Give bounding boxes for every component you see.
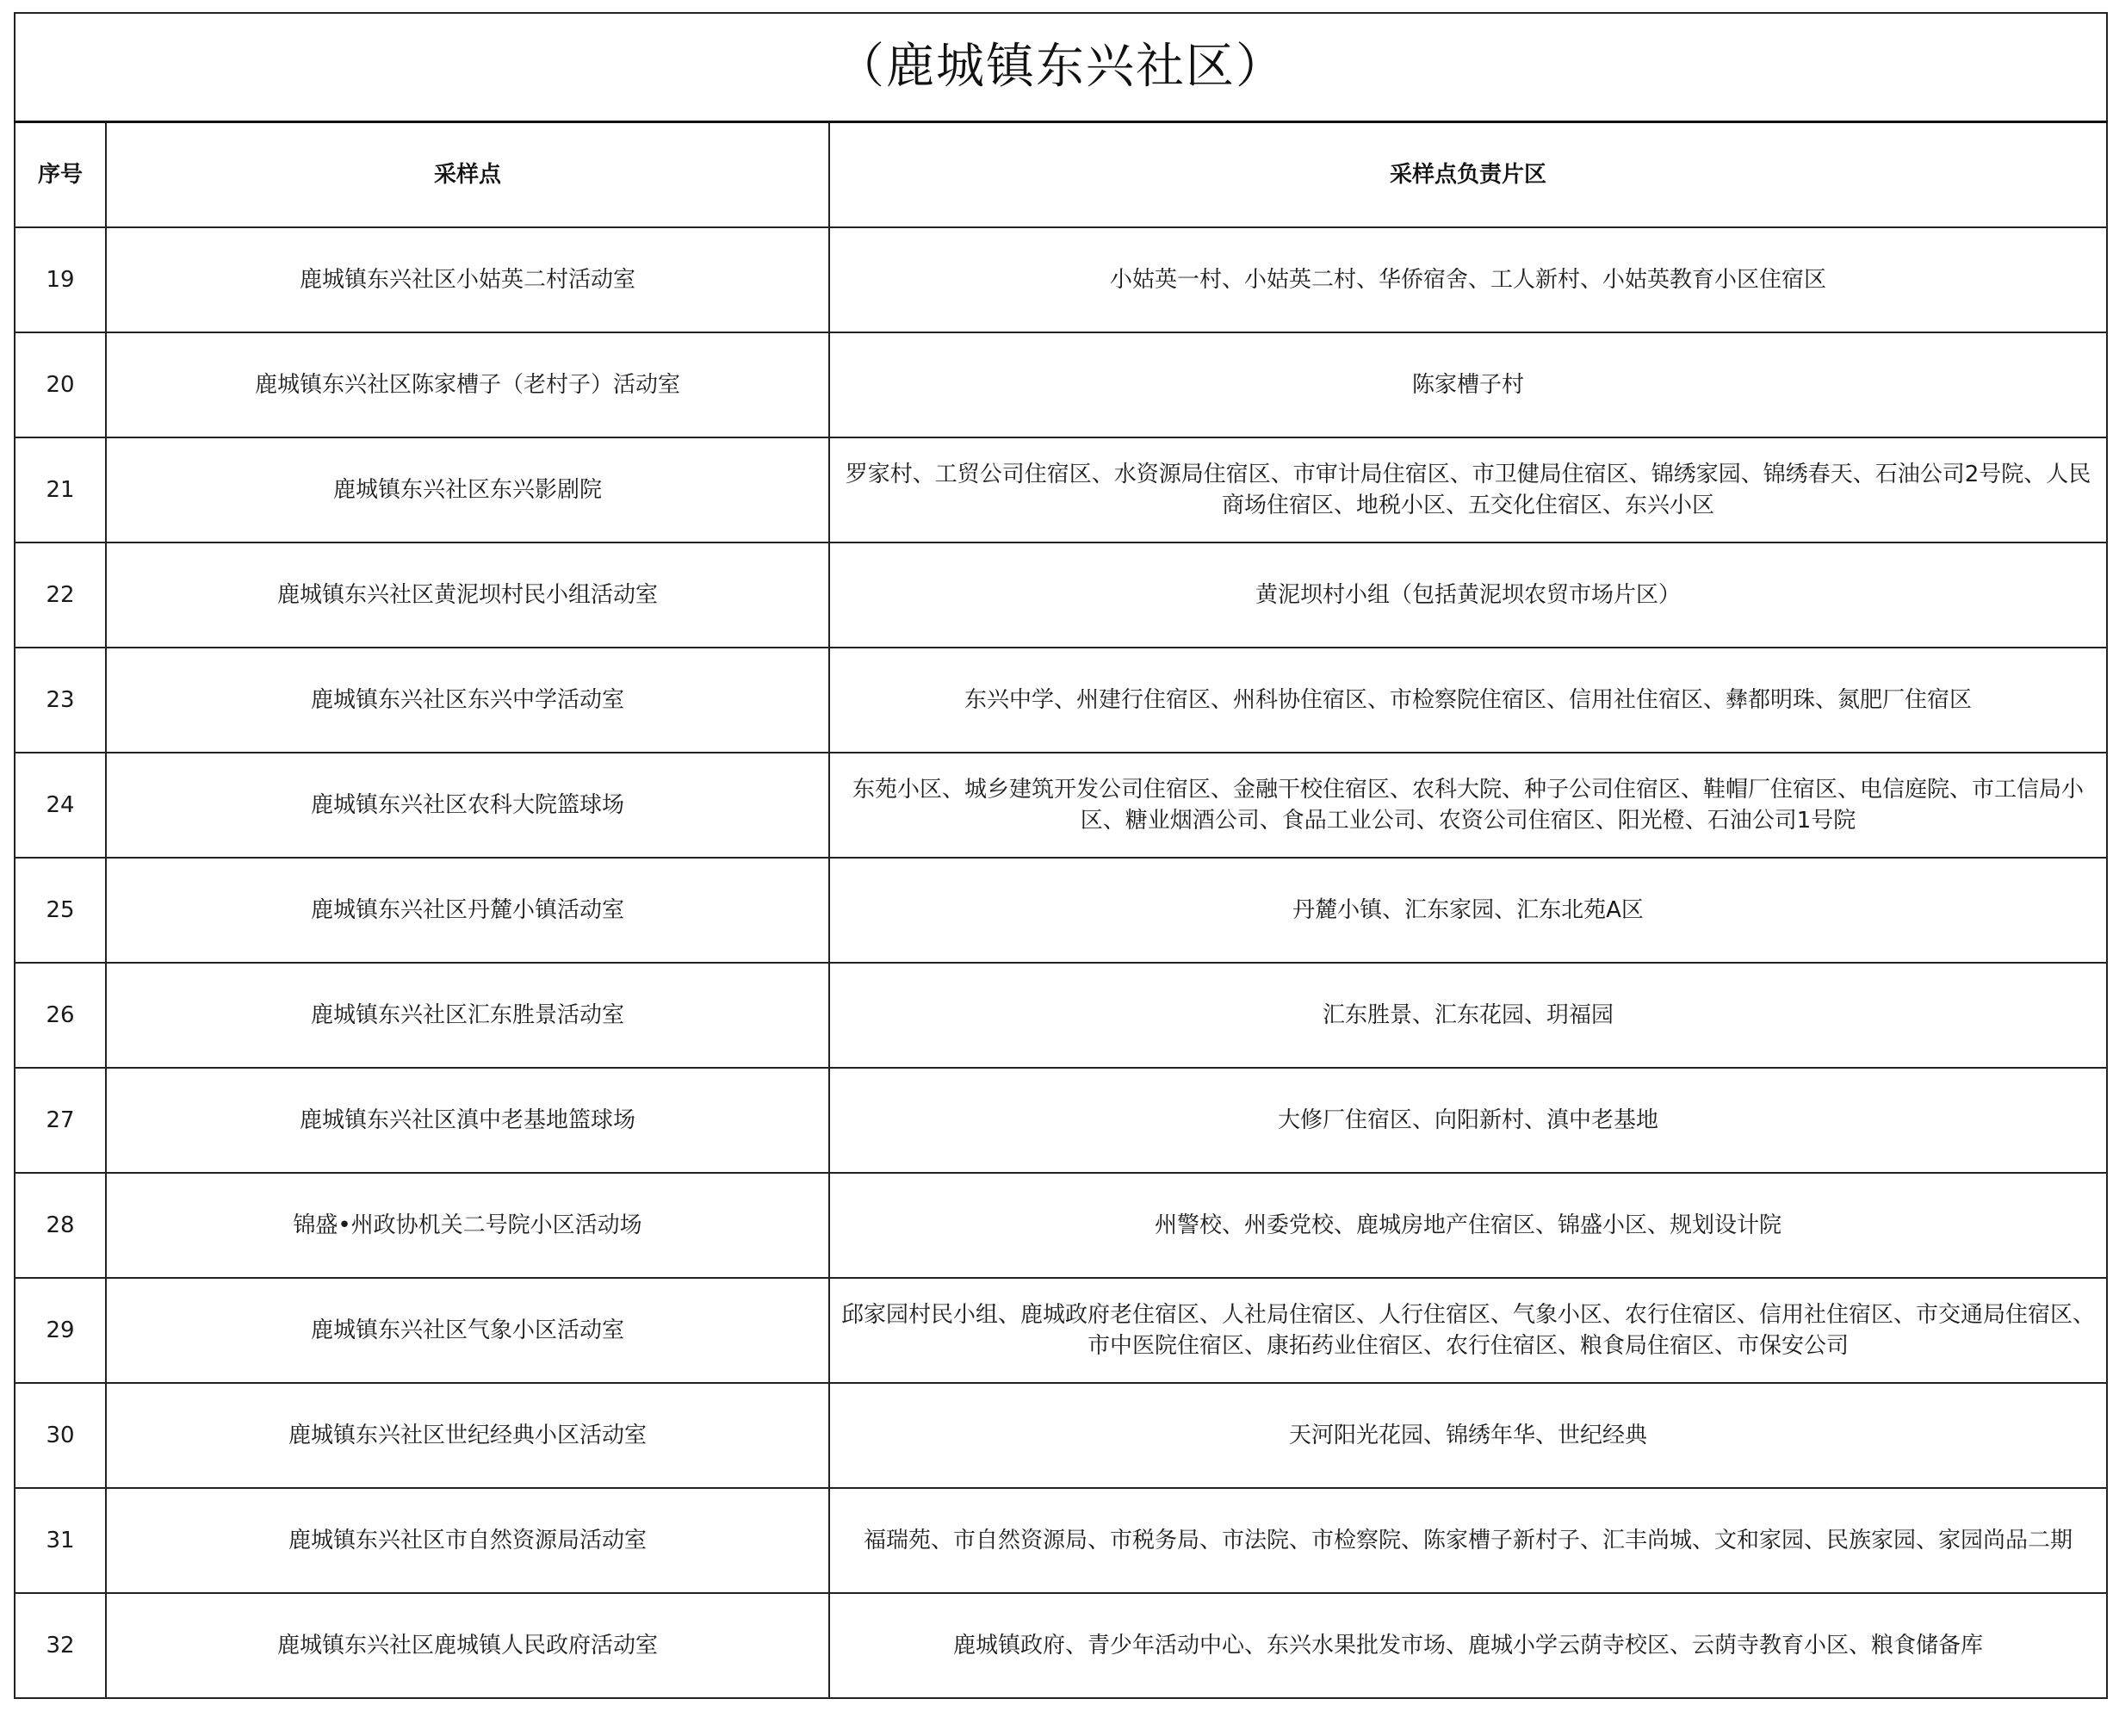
serial-number-cell: 24 [15,753,106,858]
serial-number-cell: 31 [15,1488,106,1593]
table-row [15,1173,2107,1278]
serial-number-cell: 27 [15,1068,106,1173]
serial-number-cell: 21 [15,437,106,542]
sampling-site-cell: 鹿城镇东兴社区汇东胜景活动室 [106,963,829,1068]
responsible-area-cell: 天河阳光花园、锦绣年华、世纪经典 [829,1383,2107,1488]
serial-number-cell: 25 [15,858,106,963]
table-row [15,437,2107,542]
sampling-site-cell: 鹿城镇东兴社区黄泥坝村民小组活动室 [106,542,829,648]
sampling-site-cell: 鹿城镇东兴社区市自然资源局活动室 [106,1488,829,1593]
serial-number-cell: 20 [15,332,106,437]
table-row [15,1383,2107,1488]
responsible-area-cell: 罗家村、工贸公司住宿区、水资源局住宿区、市审计局住宿区、市卫健局住宿区、锦绣家园、锦绣春天、石油公司2号院、人民商场住宿区、地税小区、五交化住宿区、东兴小区 [829,437,2107,542]
serial-number-cell: 30 [15,1383,106,1488]
responsible-area-cell: 邱家园村民小组、鹿城政府老住宿区、人社局住宿区、人行住宿区、气象小区、农行住宿区、信用社住宿区、市交通局住宿区、市中医院住宿区、康拓药业住宿区、农行住宿区、粮食局住宿区、市保安公司 [829,1278,2107,1383]
sampling-site-cell: 鹿城镇东兴社区陈家槽子（老村子）活动室 [106,332,829,437]
serial-number-cell: 29 [15,1278,106,1383]
responsible-area-cell: 鹿城镇政府、青少年活动中心、东兴水果批发市场、鹿城小学云荫寺校区、云荫寺教育小区、粮食储备库 [829,1593,2107,1698]
sampling-site-cell: 锦盛•州政协机关二号院小区活动场 [106,1173,829,1278]
sampling-site-cell: 鹿城镇东兴社区东兴影剧院 [106,437,829,542]
table-row [15,963,2107,1068]
table-row [15,858,2107,963]
responsible-area-cell: 州警校、州委党校、鹿城房地产住宿区、锦盛小区、规划设计院 [829,1173,2107,1278]
table-row [15,753,2107,858]
responsible-area-cell: 陈家槽子村 [829,332,2107,437]
page-title: （鹿城镇东兴社区） [15,13,2107,122]
sampling-site-cell: 鹿城镇东兴社区丹麓小镇活动室 [106,858,829,963]
table-row [15,332,2107,437]
responsible-area-cell: 东兴中学、州建行住宿区、州科协住宿区、市检察院住宿区、信用社住宿区、彝都明珠、氮肥厂住宿区 [829,648,2107,753]
serial-number-cell: 23 [15,648,106,753]
header-responsible-area: 采样点负责片区 [829,122,2107,228]
sampling-site-cell: 鹿城镇东兴社区小姑英二村活动室 [106,227,829,332]
sampling-sites-table [14,12,2108,1699]
table-row [15,227,2107,332]
responsible-area-cell: 汇东胜景、汇东花园、玥福园 [829,963,2107,1068]
sampling-site-cell: 鹿城镇东兴社区世纪经典小区活动室 [106,1383,829,1488]
table-row [15,1278,2107,1383]
sampling-site-cell: 鹿城镇东兴社区农科大院篮球场 [106,753,829,858]
header-sampling-site: 采样点 [106,122,829,228]
sampling-site-cell: 鹿城镇东兴社区东兴中学活动室 [106,648,829,753]
table-row [15,1593,2107,1698]
responsible-area-cell: 丹麓小镇、汇东家园、汇东北苑A区 [829,858,2107,963]
responsible-area-cell: 黄泥坝村小组（包括黄泥坝农贸市场片区） [829,542,2107,648]
responsible-area-cell: 福瑞苑、市自然资源局、市税务局、市法院、市检察院、陈家槽子新村子、汇丰尚城、文和家园、民族家园、家园尚品二期 [829,1488,2107,1593]
table-body [15,227,2107,1698]
sampling-site-cell: 鹿城镇东兴社区滇中老基地篮球场 [106,1068,829,1173]
table-row [15,1488,2107,1593]
serial-number-cell: 26 [15,963,106,1068]
header-row [15,122,2107,228]
responsible-area-cell: 大修厂住宿区、向阳新村、滇中老基地 [829,1068,2107,1173]
serial-number-cell: 28 [15,1173,106,1278]
serial-number-cell: 32 [15,1593,106,1698]
table-row [15,542,2107,648]
table-row [15,1068,2107,1173]
sampling-site-cell: 鹿城镇东兴社区鹿城镇人民政府活动室 [106,1593,829,1698]
responsible-area-cell: 小姑英一村、小姑英二村、华侨宿舍、工人新村、小姑英教育小区住宿区 [829,227,2107,332]
serial-number-cell: 19 [15,227,106,332]
sampling-site-cell: 鹿城镇东兴社区气象小区活动室 [106,1278,829,1383]
header-serial-number: 序号 [15,122,106,228]
table-row [15,648,2107,753]
responsible-area-cell: 东苑小区、城乡建筑开发公司住宿区、金融干校住宿区、农科大院、种子公司住宿区、鞋帽厂住宿区、电信庭院、市工信局小区、糖业烟酒公司、食品工业公司、农资公司住宿区、阳光橙、石油公司1号院 [829,753,2107,858]
serial-number-cell: 22 [15,542,106,648]
